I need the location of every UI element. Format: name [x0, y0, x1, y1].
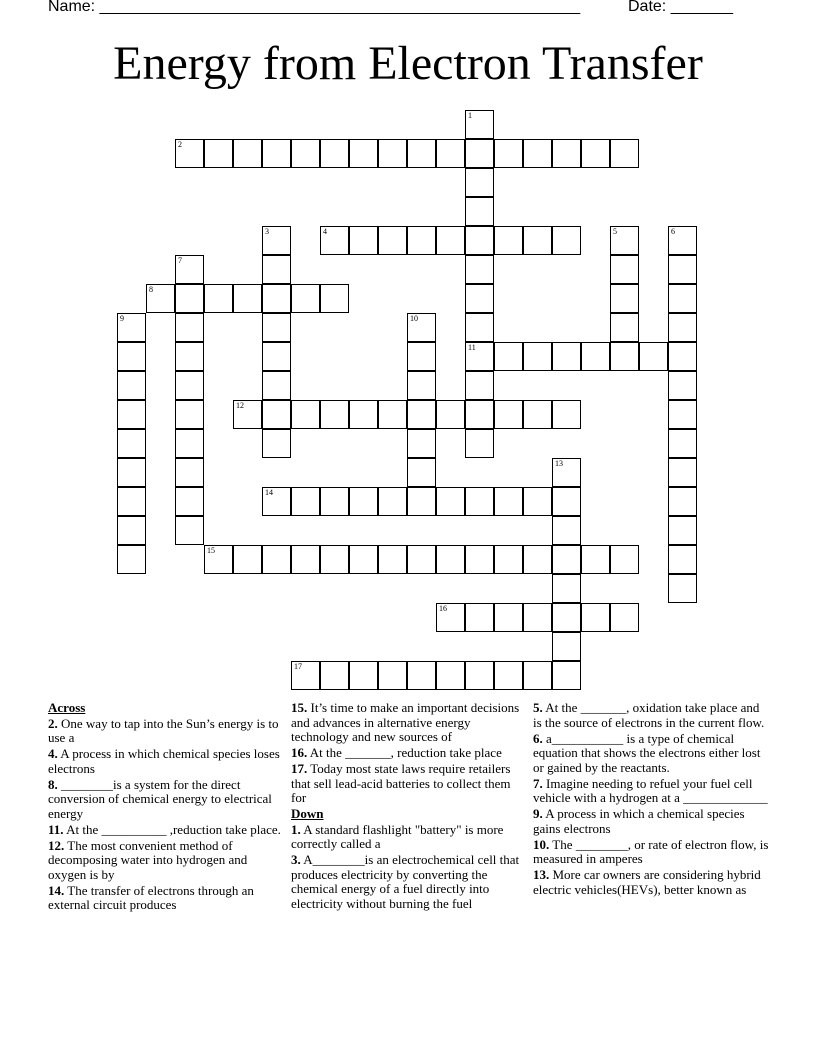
across-clue-16 — [291, 746, 523, 761]
down-clue-3 — [291, 853, 523, 911]
cell-number: 4 — [323, 227, 327, 236]
cell-number: 16 — [439, 604, 447, 613]
grid-cell[interactable] — [407, 342, 436, 371]
grid-cell[interactable] — [668, 313, 697, 342]
grid-cell[interactable] — [465, 168, 494, 197]
grid-cell[interactable] — [146, 284, 175, 313]
grid-cell[interactable] — [494, 603, 523, 632]
clue-text: More car owners are considering hybrid electric vehicles(HEVs), better known as — [533, 867, 761, 897]
grid-cell[interactable] — [349, 226, 378, 255]
grid-cell[interactable] — [465, 429, 494, 458]
clue-text: At the _______, oxidation take place and is the source of electrons in the current flow. — [533, 700, 765, 730]
grid-cell[interactable] — [175, 255, 204, 284]
grid-cell[interactable] — [465, 197, 494, 226]
clue-number: 7. — [533, 775, 543, 791]
cell-number: 14 — [265, 488, 273, 497]
grid-cell[interactable] — [668, 342, 697, 371]
grid-cell[interactable] — [378, 226, 407, 255]
down-clue-9 — [533, 807, 769, 836]
cell-number: 11 — [468, 343, 476, 352]
grid-cell[interactable] — [349, 487, 378, 516]
grid-cell[interactable] — [233, 400, 262, 429]
cell-number: 8 — [149, 285, 153, 294]
grid-cell[interactable] — [668, 545, 697, 574]
cell-number: 10 — [410, 314, 418, 323]
grid-cell[interactable] — [610, 545, 639, 574]
grid-cell[interactable] — [494, 661, 523, 690]
grid-cell[interactable] — [117, 313, 146, 342]
grid-cell[interactable] — [668, 284, 697, 313]
grid-cell[interactable] — [262, 255, 291, 284]
clue-text: Today most state laws require retailers that sell lead-acid batteries to collect them for — [291, 761, 511, 805]
grid-cell[interactable] — [175, 371, 204, 400]
cell-number: 5 — [613, 227, 617, 236]
grid-cell[interactable] — [175, 342, 204, 371]
grid-cell[interactable] — [407, 487, 436, 516]
grid-cell[interactable] — [175, 487, 204, 516]
grid-cell[interactable] — [262, 284, 291, 313]
clue-text: The ________, or rate of electron flow, is measured in amperes — [533, 836, 769, 866]
clue-number: 15. — [291, 700, 308, 715]
grid-cell[interactable] — [610, 342, 639, 371]
grid-cell[interactable] — [291, 284, 320, 313]
across-clue-4 — [48, 747, 284, 776]
grid-cell[interactable] — [494, 487, 523, 516]
grid-cell[interactable] — [262, 139, 291, 168]
clue-number: 11. — [48, 821, 64, 837]
date-field-label[interactable]: Date: _______ — [628, 0, 733, 15]
grid-cell[interactable] — [523, 487, 552, 516]
grid-cell[interactable] — [262, 313, 291, 342]
grid-cell[interactable] — [581, 342, 610, 371]
grid-cell[interactable] — [175, 284, 204, 313]
clue-text: The most convenient method of decomposing water into hydrogen and oxygen is by — [48, 837, 248, 882]
grid-cell[interactable] — [262, 371, 291, 400]
grid-cell[interactable] — [523, 603, 552, 632]
grid-cell[interactable] — [436, 603, 465, 632]
grid-cell[interactable] — [552, 226, 581, 255]
clue-column-1 — [48, 701, 284, 914]
grid-cell[interactable] — [436, 487, 465, 516]
grid-cell[interactable] — [465, 487, 494, 516]
grid-cell[interactable] — [465, 313, 494, 342]
grid-cell[interactable] — [668, 516, 697, 545]
grid-cell[interactable] — [117, 342, 146, 371]
grid-cell[interactable] — [639, 342, 668, 371]
grid-cell[interactable] — [552, 574, 581, 603]
grid-cell[interactable] — [407, 371, 436, 400]
grid-cell[interactable] — [117, 371, 146, 400]
down-clue-7 — [533, 777, 769, 806]
grid-cell[interactable] — [175, 429, 204, 458]
grid-cell[interactable] — [262, 226, 291, 255]
grid-cell[interactable] — [175, 139, 204, 168]
grid-cell[interactable] — [320, 400, 349, 429]
clue-text: a___________ is a type of chemical equation that shows the electrons either lost or gained by the reactants. — [533, 730, 761, 775]
grid-cell[interactable] — [523, 139, 552, 168]
grid-cell[interactable] — [175, 313, 204, 342]
grid-cell[interactable] — [320, 226, 349, 255]
grid-cell[interactable] — [494, 226, 523, 255]
grid-cell[interactable] — [407, 429, 436, 458]
grid-cell[interactable] — [378, 139, 407, 168]
grid-cell[interactable] — [262, 545, 291, 574]
across-clue-12 — [48, 839, 284, 883]
grid-cell[interactable] — [407, 226, 436, 255]
down-heading: Down — [291, 806, 324, 821]
clue-number: 4. — [48, 746, 58, 761]
grid-cell[interactable] — [117, 458, 146, 487]
clue-number: 1. — [291, 821, 301, 837]
across-clue-15 — [291, 701, 523, 745]
grid-cell[interactable] — [465, 661, 494, 690]
clue-text: A standard flashlight "battery" is more correctly called a — [291, 821, 504, 851]
grid-cell[interactable] — [494, 342, 523, 371]
grid-cell[interactable] — [291, 139, 320, 168]
grid-cell[interactable] — [204, 284, 233, 313]
grid-cell[interactable] — [465, 603, 494, 632]
grid-cell[interactable] — [465, 371, 494, 400]
grid-cell[interactable] — [291, 661, 320, 690]
grid-cell[interactable] — [465, 545, 494, 574]
cell-number: 15 — [207, 546, 215, 555]
grid-cell[interactable] — [233, 545, 262, 574]
grid-cell[interactable] — [465, 284, 494, 313]
grid-cell[interactable] — [320, 661, 349, 690]
grid-cell[interactable] — [552, 603, 581, 632]
grid-cell[interactable] — [523, 545, 552, 574]
grid-cell[interactable] — [320, 545, 349, 574]
grid-cell[interactable] — [523, 226, 552, 255]
grid-cell[interactable] — [262, 487, 291, 516]
grid-cell[interactable] — [668, 487, 697, 516]
grid-cell[interactable] — [378, 487, 407, 516]
clue-text: A process in which a chemical species gains electrons — [533, 806, 745, 836]
grid-cell[interactable] — [668, 255, 697, 284]
grid-cell[interactable] — [175, 516, 204, 545]
grid-cell[interactable] — [668, 400, 697, 429]
down-clue-5 — [533, 701, 769, 730]
grid-cell[interactable] — [262, 400, 291, 429]
grid-cell[interactable] — [610, 139, 639, 168]
clue-text: At the _______, reduction take place — [309, 745, 502, 760]
across-clue-14 — [48, 884, 284, 913]
grid-cell[interactable] — [552, 458, 581, 487]
grid-cell[interactable] — [436, 139, 465, 168]
down-clue-13 — [533, 868, 769, 897]
grid-cell[interactable] — [378, 545, 407, 574]
grid-cell[interactable] — [668, 226, 697, 255]
grid-cell[interactable] — [494, 139, 523, 168]
name-field-label[interactable]: Name: ______________________________________________________ — [48, 0, 581, 15]
clue-number: 2. — [48, 715, 58, 731]
grid-cell[interactable] — [407, 400, 436, 429]
grid-cell[interactable] — [465, 110, 494, 139]
grid-cell[interactable] — [465, 226, 494, 255]
grid-cell[interactable] — [117, 545, 146, 574]
grid-cell[interactable] — [465, 255, 494, 284]
grid-cell[interactable] — [552, 400, 581, 429]
grid-cell[interactable] — [436, 400, 465, 429]
clue-number: 14. — [48, 882, 65, 898]
grid-cell[interactable] — [610, 255, 639, 284]
grid-cell[interactable] — [291, 487, 320, 516]
grid-cell[interactable] — [349, 139, 378, 168]
grid-cell[interactable] — [552, 516, 581, 545]
grid-cell[interactable] — [465, 400, 494, 429]
clue-text: ________is a system for the direct conversion of chemical energy to electrical energy — [48, 776, 272, 821]
grid-cell[interactable] — [581, 139, 610, 168]
clue-text: A________is an electrochemical cell that produces electricity by converting the chemical energy of a fuel directly into electricity without burning the fuel — [291, 852, 520, 911]
clue-number: 9. — [533, 806, 543, 821]
clue-text: It’s time to make an important decisions and advances in alternative energy technology and new sources of — [291, 700, 520, 744]
clue-number: 8. — [48, 776, 58, 792]
grid-cell[interactable] — [523, 400, 552, 429]
clue-text: One way to tap into the Sun’s energy is to use a — [48, 715, 279, 745]
grid-cell[interactable] — [378, 661, 407, 690]
grid-cell[interactable] — [436, 545, 465, 574]
grid-cell[interactable] — [668, 574, 697, 603]
cell-number: 13 — [555, 459, 563, 468]
clue-number: 17. — [291, 761, 308, 776]
grid-cell[interactable] — [552, 139, 581, 168]
grid-cell[interactable] — [668, 371, 697, 400]
grid-cell[interactable] — [581, 603, 610, 632]
cell-number: 17 — [294, 662, 302, 671]
clue-number: 3. — [291, 852, 301, 867]
down-clue-6 — [533, 732, 769, 776]
grid-cell[interactable] — [320, 139, 349, 168]
page-title: Energy from Electron Transfer — [113, 37, 703, 90]
across-clue-11 — [48, 823, 284, 838]
clue-number: 12. — [48, 837, 65, 853]
grid-cell[interactable] — [494, 545, 523, 574]
grid-cell[interactable] — [117, 487, 146, 516]
clue-number: 6. — [533, 730, 543, 746]
across-clue-8 — [48, 778, 284, 822]
cell-number: 6 — [671, 227, 675, 236]
grid-cell[interactable] — [204, 139, 233, 168]
grid-cell[interactable] — [233, 139, 262, 168]
grid-cell[interactable] — [262, 429, 291, 458]
grid-cell[interactable] — [117, 429, 146, 458]
down-clue-1 — [291, 823, 523, 852]
grid-cell[interactable] — [523, 661, 552, 690]
grid-cell[interactable] — [552, 545, 581, 574]
clue-text: At the __________ ,reduction take place. — [66, 821, 281, 837]
grid-cell[interactable] — [552, 487, 581, 516]
cell-number: 9 — [120, 314, 124, 323]
grid-cell[interactable] — [436, 661, 465, 690]
grid-cell[interactable] — [291, 400, 320, 429]
grid-cell[interactable] — [581, 545, 610, 574]
clue-number: 5. — [533, 700, 543, 715]
grid-cell[interactable] — [117, 516, 146, 545]
clue-text: Imagine needing to refuel your fuel cell vehicle with a hydrogen at a _____________ — [533, 775, 768, 805]
grid-cell[interactable] — [175, 458, 204, 487]
cell-number: 2 — [178, 140, 182, 149]
clue-column-2 — [291, 701, 523, 913]
grid-cell[interactable] — [407, 139, 436, 168]
cell-number: 3 — [265, 227, 269, 236]
cell-number: 1 — [468, 111, 472, 120]
grid-cell[interactable] — [175, 400, 204, 429]
across-heading: Across — [48, 700, 86, 715]
grid-cell[interactable] — [320, 284, 349, 313]
grid-cell[interactable] — [407, 661, 436, 690]
across-clue-2 — [48, 717, 284, 746]
grid-cell[interactable] — [407, 458, 436, 487]
clue-text: The transfer of electrons through an external circuit produces — [48, 882, 254, 912]
grid-cell[interactable] — [552, 632, 581, 661]
grid-cell[interactable] — [349, 545, 378, 574]
clue-number: 10. — [533, 836, 550, 852]
cell-number: 12 — [236, 401, 244, 410]
clue-text: A process in which chemical species loses electrons — [48, 746, 280, 776]
across-clue-17 — [291, 762, 523, 806]
grid-cell[interactable] — [610, 603, 639, 632]
grid-cell[interactable] — [233, 284, 262, 313]
grid-cell[interactable] — [494, 400, 523, 429]
grid-cell[interactable] — [552, 342, 581, 371]
grid-cell[interactable] — [291, 545, 320, 574]
grid-cell[interactable] — [668, 429, 697, 458]
grid-cell[interactable] — [349, 661, 378, 690]
grid-cell[interactable] — [610, 226, 639, 255]
clue-number: 16. — [291, 745, 308, 760]
grid-cell[interactable] — [204, 545, 233, 574]
grid-cell[interactable] — [436, 226, 465, 255]
grid-cell[interactable] — [668, 458, 697, 487]
grid-cell[interactable] — [349, 400, 378, 429]
down-clue-10 — [533, 838, 769, 867]
grid-cell[interactable] — [465, 342, 494, 371]
clue-column-3 — [533, 701, 769, 899]
grid-cell[interactable] — [407, 545, 436, 574]
grid-cell[interactable] — [320, 487, 349, 516]
grid-cell[interactable] — [523, 342, 552, 371]
grid-cell[interactable] — [407, 313, 436, 342]
grid-cell[interactable] — [552, 661, 581, 690]
clue-number: 13. — [533, 867, 550, 882]
grid-cell[interactable] — [117, 400, 146, 429]
cell-number: 7 — [178, 256, 182, 265]
grid-cell[interactable] — [378, 400, 407, 429]
grid-cell[interactable] — [262, 342, 291, 371]
grid-cell[interactable] — [610, 313, 639, 342]
grid-cell[interactable] — [610, 284, 639, 313]
grid-cell[interactable] — [465, 139, 494, 168]
